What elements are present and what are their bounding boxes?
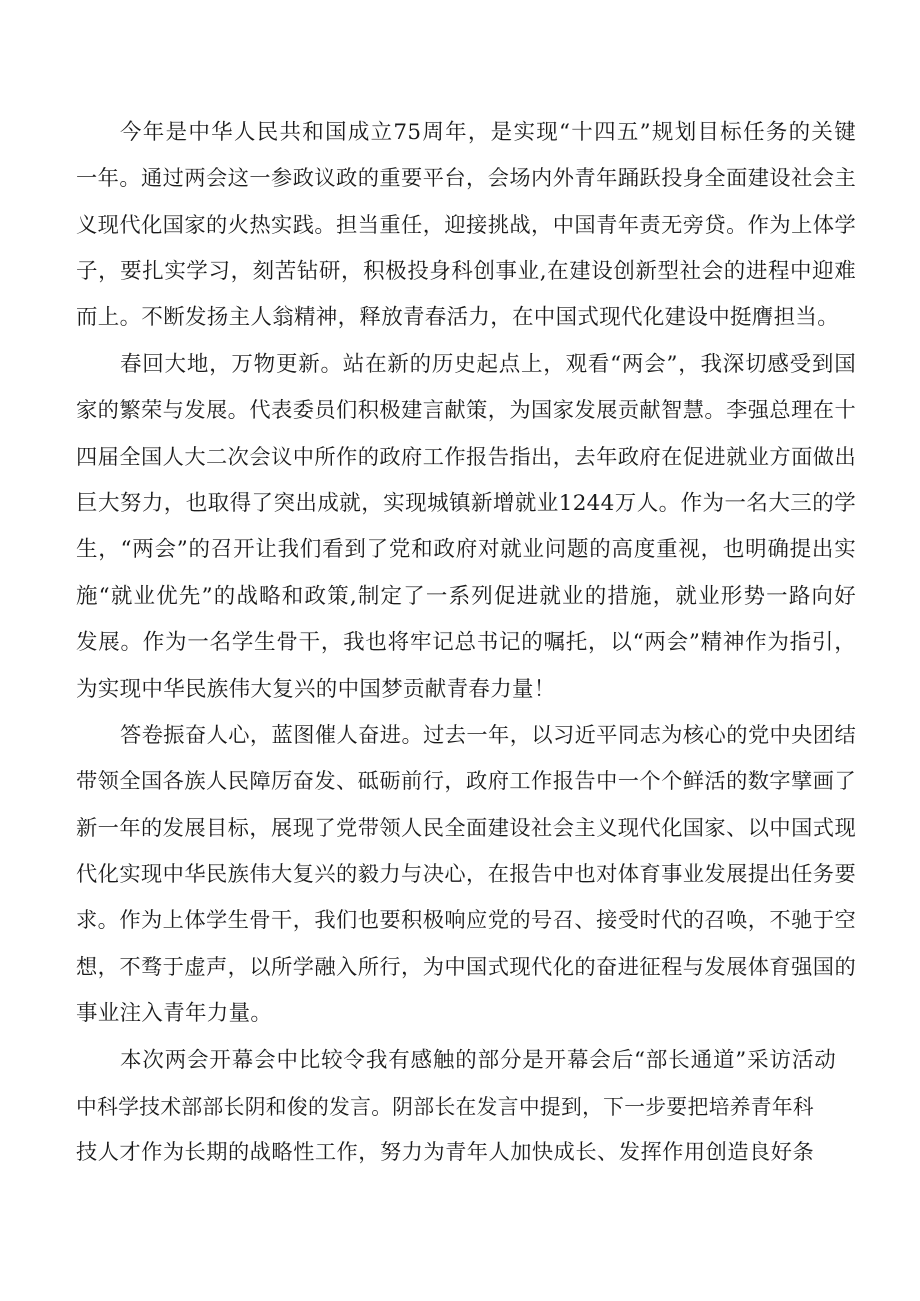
paragraph-1-line-5: 而上。不断发扬主人翁精神，释放青春活力，在中国式现代化建设中挺膺担当。 <box>76 305 840 330</box>
paragraph-3-line-1: 答卷振奋人心，蓝图催人奋进。过去一年，以习近平同志为核心的党中央团结 <box>120 723 856 748</box>
paragraph-4-line-1: 本次两会开幕会中比较令我有感触的部分是开幕会后“部长通道”采访活动 <box>120 1048 836 1073</box>
paragraph-3-line-6: 想，不骛于虚声，以所学融入所行，为中国式现代化的奋进征程与发展体育强国的 <box>76 955 856 980</box>
paragraph-3-line-5: 求。作为上体学生骨干，我们也要积极响应党的号召、接受时代的召唤，不驰于空 <box>76 908 856 933</box>
paragraph-2-line-5: 生，“两会”的召开让我们看到了党和政府对就业问题的高度重视，也明确提出实 <box>76 537 856 562</box>
paragraph-3-line-7: 事业注入青年力量。 <box>76 1001 273 1026</box>
paragraph-2-line-4: 巨大努力，也取得了突出成就，实现城镇新增就业1244万人。作为一名大三的学 <box>76 491 856 516</box>
paragraph-2-line-8: 为实现中华民族伟大复兴的中国梦贡献青春力量！ <box>76 677 556 702</box>
paragraph-2-line-3: 四届全国人大二次会议中所作的政府工作报告指出，去年政府在促进就业方面做出 <box>76 445 856 470</box>
paragraph-4-line-2: 中科学技术部部长阴和俊的发言。阴部长在发言中提到，下一步要把培养青年科 <box>76 1095 814 1119</box>
paragraph-3-line-3: 新一年的发展目标，展现了党带领人民全面建设社会主义现代化国家、以中国式现 <box>76 816 856 841</box>
paragraph-2-line-2: 家的繁荣与发展。代表委员们积极建言献策，为国家发展贡献智慧。李强总理在十 <box>76 398 856 423</box>
paragraph-2-line-1: 春回大地，万物更新。站在新的历史起点上，观看“两会”，我深切感受到国 <box>120 352 856 377</box>
paragraph-1-line-2: 一年。通过两会这一参政议政的重要平台，会场内外青年踊跃投身全面建设社会主 <box>76 166 856 191</box>
paragraph-3-line-2: 带领全国各族人民障厉奋发、砥砺前行，政府工作报告中一个个鲜活的数字擘画了 <box>76 769 856 794</box>
paragraph-2-line-6: 施“就业优先”的战略和政策,制定了一系列促进就业的措施，就业形势一路向好 <box>76 584 856 609</box>
paragraph-1-line-1: 今年是中华人民共和国成立75周年，是实现“十四五”规划目标任务的关键 <box>120 120 856 145</box>
paragraph-3-line-4: 代化实现中华民族伟大复兴的毅力与决心，在报告中也对体育事业发展提出任务要 <box>76 862 856 887</box>
paragraph-1-line-3: 义现代化国家的火热实践。担当重任，迎接挑战，中国青年责无旁贷。作为上体学 <box>76 213 856 238</box>
paragraph-2-line-7: 发展。作为一名学生骨干，我也将牢记总书记的嘱托，以“两会”精神作为指引， <box>76 630 856 655</box>
paragraph-1-line-4: 子，要扎实学习，刻苦钻研，积极投身科创事业,在建设创新型社会的进程中迎难 <box>76 259 856 284</box>
paragraph-4-line-3: 技人才作为长期的战略性工作，努力为青年人加快成长、发挥作用创造良好条 <box>76 1140 814 1165</box>
